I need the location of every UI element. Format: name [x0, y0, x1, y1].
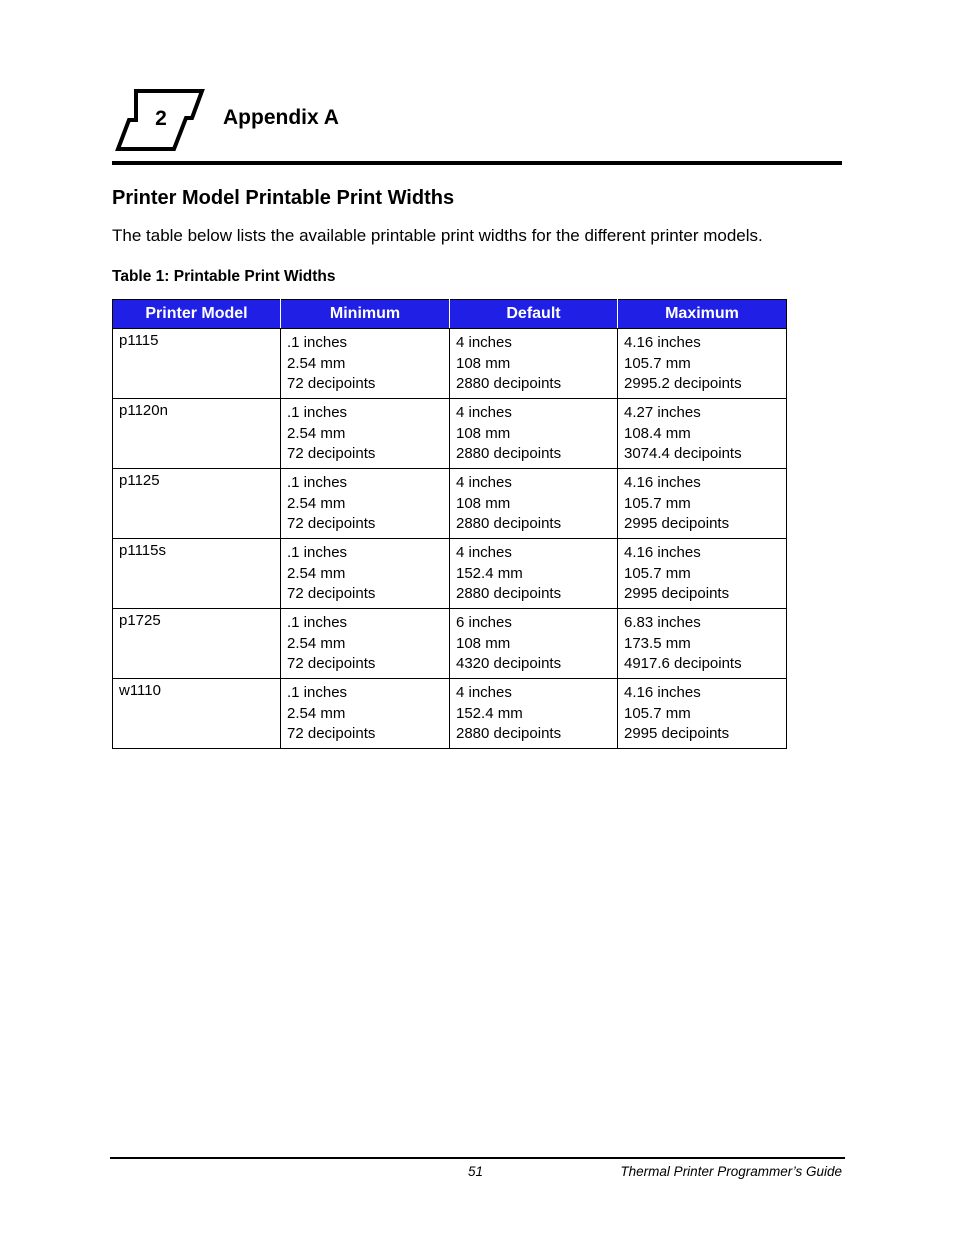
column-header-minimum: Minimum [281, 300, 450, 329]
value-inches: .1 inches [287, 614, 348, 631]
cell-maximum [618, 399, 787, 469]
value-decipoints: 2880 decipoints [456, 445, 562, 463]
value-inches: 4.16 inches [624, 684, 701, 701]
value-mm: 152.4 mm [456, 704, 523, 722]
value-inches: 6 inches [456, 614, 512, 631]
cell-minimum [281, 609, 450, 679]
value-mm: 105.7 mm [624, 494, 691, 512]
cell-default [450, 399, 618, 469]
cell-model: p1125 [113, 469, 281, 539]
value-decipoints: 2880 decipoints [456, 515, 562, 533]
value-inches: 4.16 inches [624, 474, 701, 491]
value-inches: .1 inches [287, 404, 348, 421]
value-mm: 105.7 mm [624, 354, 691, 372]
cell-maximum [618, 539, 787, 609]
value-mm: 105.7 mm [624, 564, 691, 582]
value-decipoints: 72 decipoints [287, 375, 376, 393]
cell-maximum [618, 679, 787, 749]
cell-default [450, 539, 618, 609]
intro-paragraph: The table below lists the available printable print widths for the different printer models. [112, 226, 763, 245]
chapter-badge [114, 88, 206, 152]
value-decipoints: 72 decipoints [287, 725, 376, 743]
value-decipoints: 2880 decipoints [456, 725, 562, 743]
value-decipoints: 72 decipoints [287, 445, 376, 463]
cell-maximum [618, 469, 787, 539]
value-mm: 2.54 mm [287, 424, 346, 442]
section-heading: Printer Model Printable Print Widths [112, 187, 455, 209]
value-inches: 4.16 inches [624, 334, 701, 351]
value-mm: 2.54 mm [287, 494, 346, 512]
table-row [113, 539, 787, 609]
cell-model: p1120n [113, 399, 281, 469]
cell-model: p1115 [113, 329, 281, 399]
value-inches: 4 inches [456, 404, 512, 421]
value-inches: .1 inches [287, 474, 348, 491]
value-decipoints: 2880 decipoints [456, 375, 562, 393]
value-inches: .1 inches [287, 544, 348, 561]
chapter-title: Appendix A [223, 106, 339, 129]
cell-maximum [618, 609, 787, 679]
cell-default [450, 679, 618, 749]
table-row [113, 399, 787, 469]
value-decipoints: 72 decipoints [287, 655, 376, 673]
value-inches: 4.16 inches [624, 544, 701, 561]
value-mm: 108 mm [456, 494, 511, 512]
column-header-maximum: Maximum [618, 300, 787, 329]
cell-minimum [281, 679, 450, 749]
table-row [113, 469, 787, 539]
value-inches: 4 inches [456, 334, 512, 351]
value-inches: .1 inches [287, 334, 348, 351]
page-number: 51 [468, 1164, 484, 1179]
column-header-default: Default [450, 300, 618, 329]
cell-model: p1725 [113, 609, 281, 679]
table-row [113, 329, 787, 399]
value-inches: 4 inches [456, 684, 512, 701]
cell-default [450, 469, 618, 539]
value-mm: 2.54 mm [287, 704, 346, 722]
value-mm: 2.54 mm [287, 634, 346, 652]
value-mm: 2.54 mm [287, 354, 346, 372]
table-row [113, 609, 787, 679]
value-decipoints: 2995 decipoints [624, 585, 730, 603]
cell-minimum [281, 399, 450, 469]
value-mm: 108 mm [456, 634, 511, 652]
table-row [113, 679, 787, 749]
cell-minimum [281, 329, 450, 399]
value-decipoints: 2880 decipoints [456, 585, 562, 603]
value-inches: 4 inches [456, 474, 512, 491]
value-mm: 108 mm [456, 354, 511, 372]
header-rule [112, 161, 842, 165]
table-header-row [113, 300, 787, 329]
value-inches: 4.27 inches [624, 404, 701, 421]
value-mm: 152.4 mm [456, 564, 523, 582]
value-decipoints: 72 decipoints [287, 585, 376, 603]
print-widths-table [112, 299, 787, 749]
value-decipoints: 2995.2 decipoints [624, 375, 742, 393]
value-decipoints: 2995 decipoints [624, 725, 730, 743]
cell-minimum [281, 469, 450, 539]
value-inches: 6.83 inches [624, 614, 701, 631]
value-mm: 105.7 mm [624, 704, 691, 722]
value-inches: 4 inches [456, 544, 512, 561]
value-mm: 108 mm [456, 424, 511, 442]
cell-maximum [618, 329, 787, 399]
cell-model: w1110 [113, 679, 281, 749]
value-mm: 108.4 mm [624, 424, 691, 442]
cell-default [450, 329, 618, 399]
value-decipoints: 2995 decipoints [624, 515, 730, 533]
value-inches: .1 inches [287, 684, 348, 701]
chapter-number: 2 [155, 107, 167, 130]
value-mm: 2.54 mm [287, 564, 346, 582]
value-mm: 173.5 mm [624, 634, 691, 652]
column-header-printer-model: Printer Model [113, 300, 281, 329]
value-decipoints: 72 decipoints [287, 515, 376, 533]
value-decipoints: 4320 decipoints [456, 655, 562, 673]
cell-default [450, 609, 618, 679]
table-caption: Table 1: Printable Print Widths [112, 268, 336, 285]
value-decipoints: 4917.6 decipoints [624, 655, 742, 673]
cell-model: p1115s [113, 539, 281, 609]
guide-title: Thermal Printer Programmer’s Guide [620, 1164, 842, 1179]
footer-rule [110, 1157, 845, 1159]
cell-minimum [281, 539, 450, 609]
value-decipoints: 3074.4 decipoints [624, 445, 742, 463]
